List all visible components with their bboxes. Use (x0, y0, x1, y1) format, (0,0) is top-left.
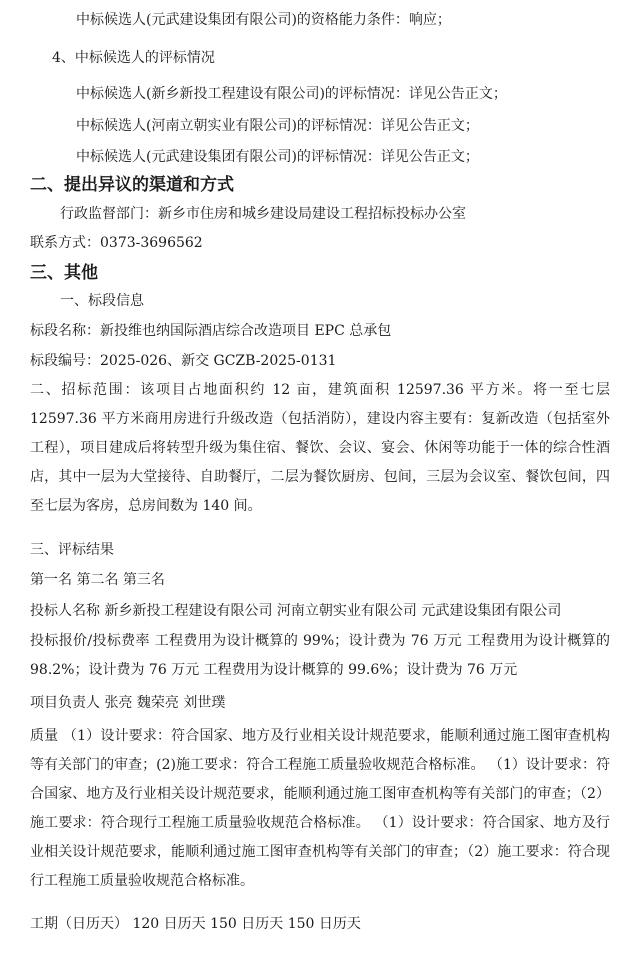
lot-info-subheading: 一、标段信息 (60, 293, 144, 309)
lot-name-line: 标段名称：新投维也纳国际酒店综合改造项目 EPC 总承包 (30, 323, 392, 339)
project-manager-line: 项目负责人 张亮 魏荣亮 刘世璞 (30, 695, 226, 711)
contact-line: 联系方式：0373-3696562 (30, 235, 203, 251)
rank-header-line: 第一名 第二名 第三名 (30, 572, 165, 588)
section-4-heading: 4、中标候选人的评标情况 (52, 50, 215, 66)
section-2-heading: 二、提出异议的渠道和方式 (30, 175, 234, 195)
construction-period-line: 工期（日历天） 120 日历天 150 日历天 150 日历天 (30, 916, 361, 932)
bidder-name-line: 投标人名称 新乡新投工程建设有限公司 河南立朝实业有限公司 元武建设集团有限公司 (30, 603, 562, 619)
supervision-department-line: 行政监督部门：新乡市住房和城乡建设局建设工程招标投标办公室 (60, 206, 466, 222)
quality-paragraph: 质量 （1）设计要求：符合国家、地方及行业相关设计规范要求，能顺利通过施工图审查机构等有关部门的审查；(2)施工要求：符合工程施工质量验收规范合格标准。 （1）设计要求：符合国家、地方及行业相关设计规范要求，能顺利通过施工图审查机构等有关部门的审查；（2）施工要求：符合现行工程施工质量验收规范合格标准。 （1）设计要求：符合国家、地方及行业相关设计规范要求，能顺利通过施工图审查机构等有关部门的审查；（2）施工要求：符合现行工程施工质量验收规范合格标准。 (30, 728, 610, 889)
evaluation-result-subheading: 三、评标结果 (30, 542, 114, 558)
candidate-qualification-line: 中标候选人(元武建设集团有限公司)的资格能力条件：响应； (76, 12, 451, 28)
tender-scope-paragraph: 二、招标范围：该项目占地面积约 12 亩，建筑面积 12597.36 平方米。将一至七层 12597.36 平方米商用房进行升级改造（包括消防），建设内容主要有：复新改造（包括室外工程），项目建成后将转型升级为集住宿、餐饮、会议、宴会、休闲等功能于一体的综合性酒店，其中一层为大堂接待、自助餐厅，二层为餐饮厨房、包间，三层为会议室、餐饮包间，四至七层为客房，总房间数为 140 间。 (30, 382, 610, 514)
evaluation-line: 中标候选人(河南立朝实业有限公司)的评标情况：详见公告正文； (76, 118, 479, 134)
lot-number-line: 标段编号：2025-026、新交 GCZB-2025-0131 (30, 353, 337, 369)
bid-price-paragraph: 投标报价/投标费率 工程费用为设计概算的 99%；设计费为 76 万元 工程费用为设计概算的 98.2%；设计费为 76 万元 工程费用为设计概算的 99.6%；设计费为 76 万元 (30, 633, 610, 678)
evaluation-line: 中标候选人(元武建设集团有限公司)的评标情况：详见公告正文； (76, 149, 479, 165)
section-3-heading: 三、其他 (30, 263, 98, 283)
evaluation-line: 中标候选人(新乡新投工程建设有限公司)的评标情况：详见公告正文； (76, 86, 507, 102)
